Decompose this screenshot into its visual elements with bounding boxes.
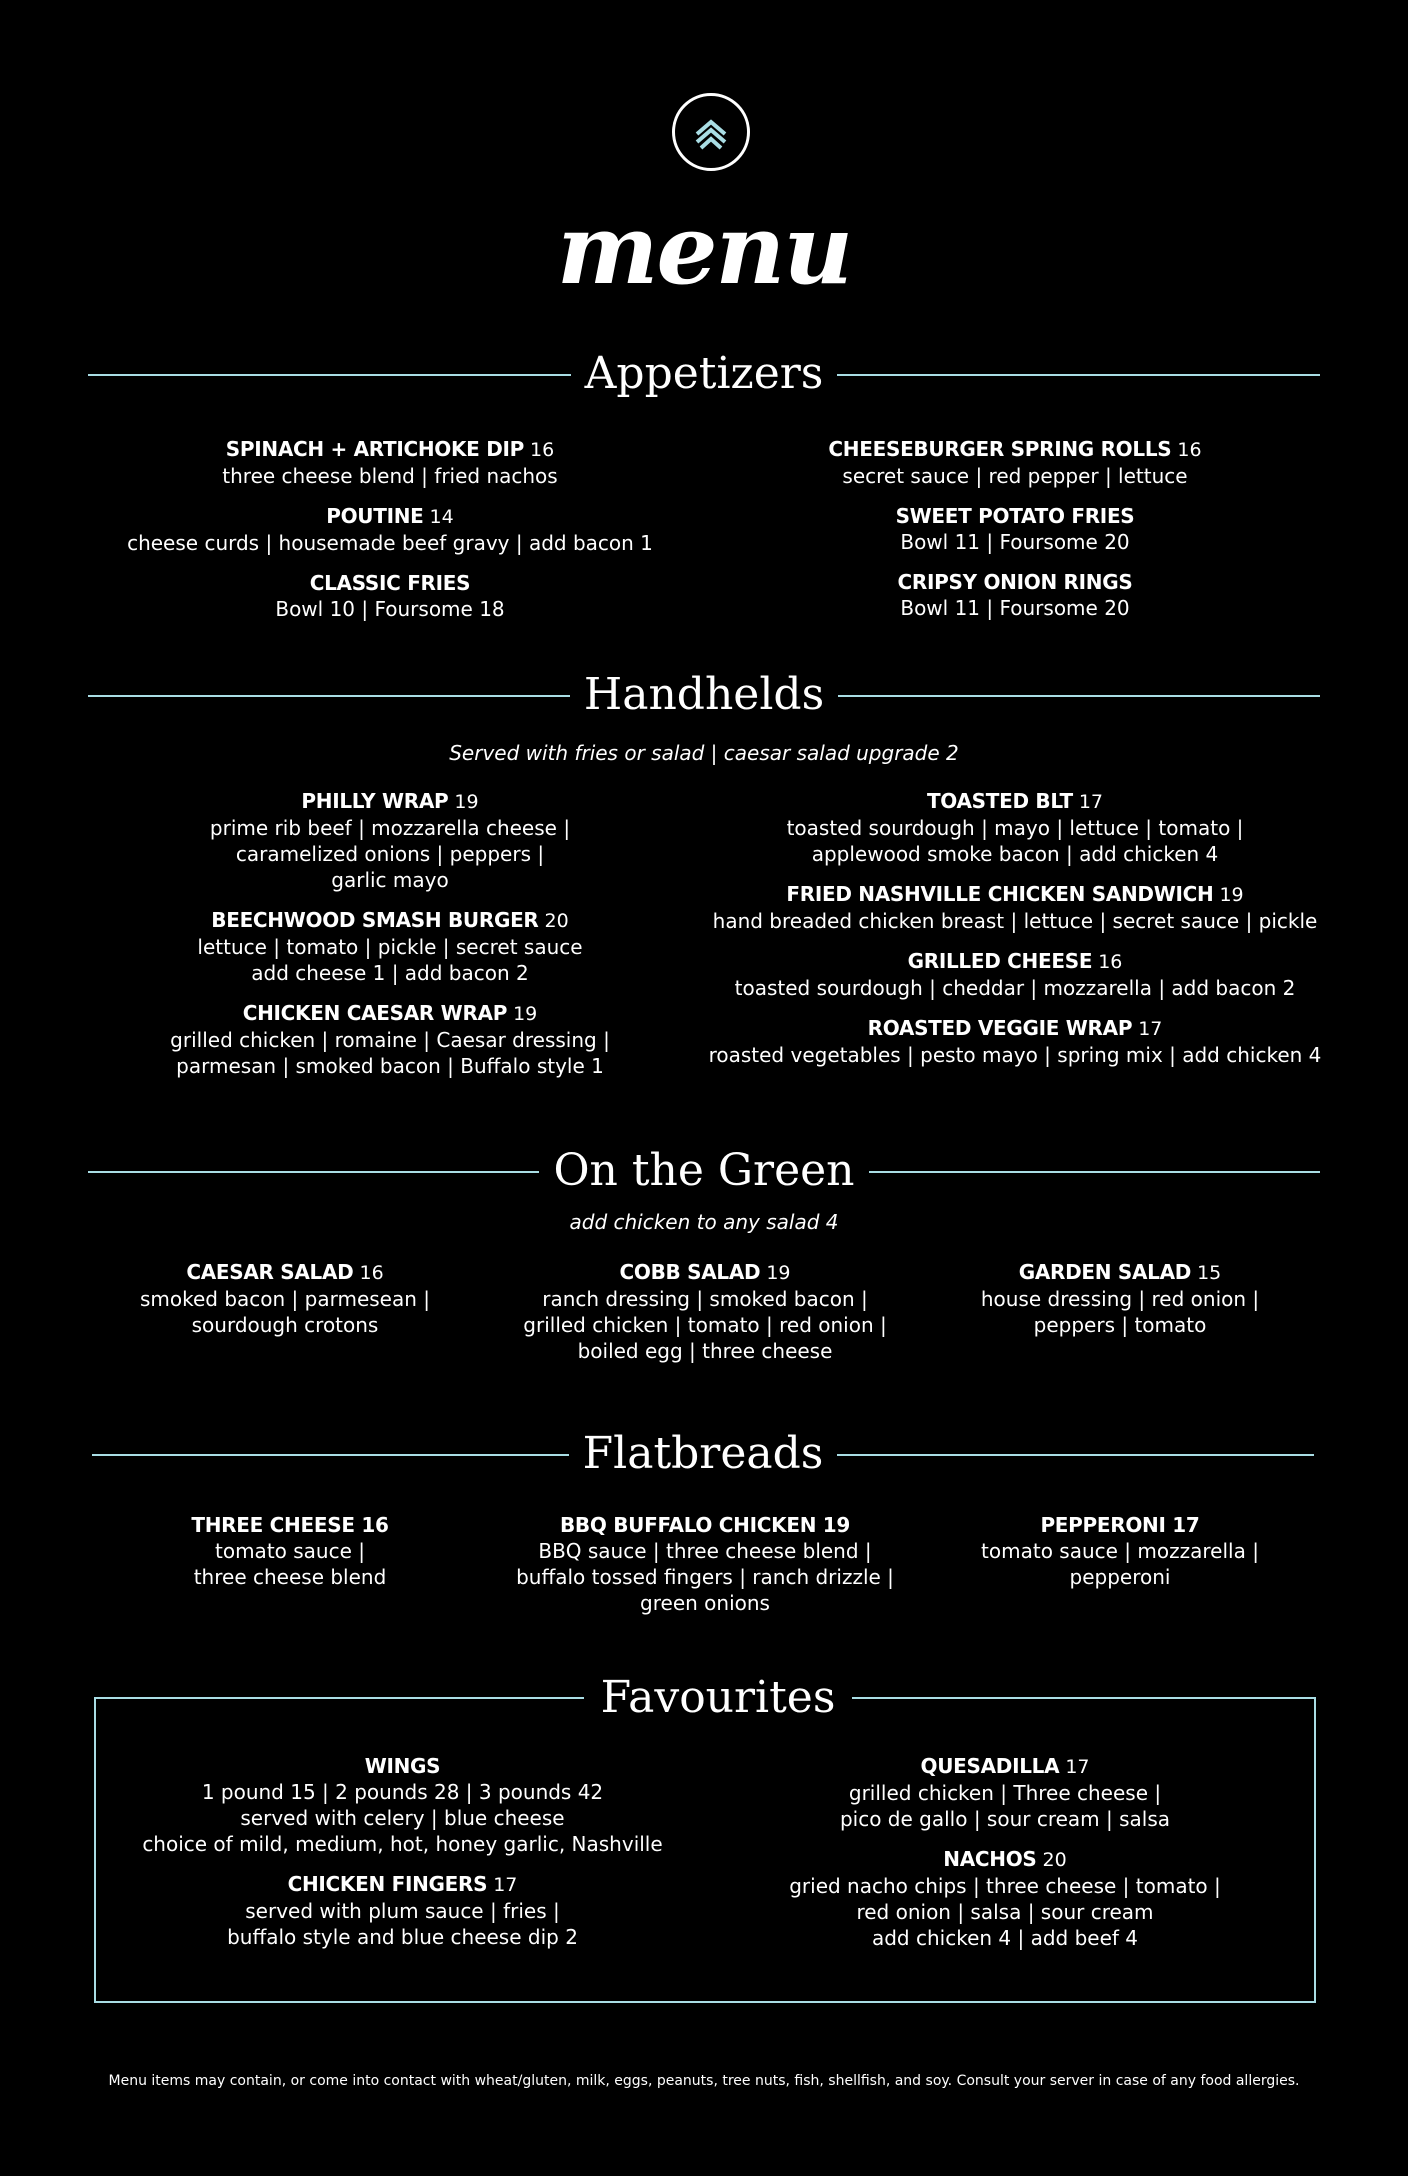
menu-item-name: CLASSIC FRIES <box>309 571 471 595</box>
menu-item-heading <box>120 1000 660 1027</box>
menu-item-name: GRILLED CHEESE <box>907 949 1093 973</box>
appetizers-right-column <box>720 436 1310 635</box>
flatbreads-column-2 <box>505 1512 905 1630</box>
menu-item-description: BBQ sauce | three cheese blend | buffalo tossed fingers | ranch drizzle | green onions <box>516 1539 894 1615</box>
menu-item-price: 19 <box>454 791 479 813</box>
section-title-favourites: Favourites <box>584 1668 852 1728</box>
menu-item-heading <box>130 1871 675 1898</box>
menu-item-name: PHILLY WRAP <box>301 789 449 813</box>
menu-item-price: 17 <box>1078 791 1104 813</box>
menu-item <box>735 1846 1275 1951</box>
menu-item-heading <box>960 1512 1280 1538</box>
menu-item-price: 19 <box>766 1262 791 1284</box>
menu-item <box>100 570 680 622</box>
menu-item <box>700 1015 1330 1068</box>
menu-item-heading <box>720 436 1310 463</box>
green-column-1 <box>110 1259 460 1352</box>
menu-item-description: gried nacho chips | three cheese | tomato | red onion | salsa | sour cream add chicken 4 | add beef 4 <box>789 1874 1221 1950</box>
menu-item <box>110 1259 460 1338</box>
menu-item-name: THREE CHEESE 16 <box>191 1513 389 1537</box>
section-title: On the Green <box>539 1145 868 1196</box>
menu-item-heading <box>130 1512 450 1538</box>
menu-item-description: hand breaded chicken breast | lettuce | secret sauce | pickle <box>712 909 1318 933</box>
menu-item-description: 1 pound 15 | 2 pounds 28 | 3 pounds 42 served with celery | blue cheese choice of mild, medium, hot, honey garlic, Nashville <box>142 1780 663 1856</box>
section-title: Flatbreads <box>569 1428 838 1479</box>
section-header-green <box>88 1141 1320 1201</box>
menu-item <box>700 948 1330 1001</box>
menu-item-price: 19 <box>513 1003 538 1025</box>
menu-item <box>960 1512 1280 1590</box>
menu-item-description: three cheese blend | fried nachos <box>222 464 558 488</box>
menu-item <box>700 788 1330 867</box>
menu-item-heading <box>100 570 680 596</box>
menu-item-price: 14 <box>429 506 454 528</box>
favourites-left-column <box>130 1753 675 1964</box>
menu-item-description: toasted sourdough | cheddar | mozzarella | add bacon 2 <box>734 976 1296 1000</box>
menu-item-heading <box>120 788 660 815</box>
menu-item-heading <box>700 881 1330 908</box>
menu-item <box>735 1753 1275 1832</box>
menu-item-description: secret sauce | red pepper | lettuce <box>842 464 1188 488</box>
menu-item-name: TOASTED BLT <box>926 789 1073 813</box>
menu-item-name: QUESADILLA <box>920 1754 1060 1778</box>
menu-item-price: 20 <box>1042 1849 1067 1871</box>
handhelds-note: Served with fries or salad | caesar salad upgrade 2 <box>449 741 959 765</box>
green-column-2 <box>510 1259 900 1378</box>
menu-item-heading <box>505 1512 905 1538</box>
menu-item-name: PEPPERONI 17 <box>1040 1513 1200 1537</box>
menu-item-price: 19 <box>1219 884 1244 906</box>
menu-item-description: toasted sourdough | mayo | lettuce | tomato | applewood smoke bacon | add chicken 4 <box>786 816 1244 866</box>
allergy-footer: Menu items may contain, or come into contact with wheat/gluten, milk, eggs, peanuts, tree nuts, fish, shellfish, and soy. Consult your server in case of any food allergies. <box>108 2073 1300 2089</box>
menu-item <box>100 503 680 556</box>
menu-item <box>505 1512 905 1616</box>
menu-item-name: ROASTED VEGGIE WRAP <box>867 1016 1133 1040</box>
menu-item <box>720 503 1310 555</box>
menu-item-name: CHICKEN FINGERS <box>287 1872 488 1896</box>
handhelds-right-column <box>700 788 1330 1082</box>
menu-item-heading <box>735 1846 1275 1873</box>
menu-item-name: SWEET POTATO FRIES <box>895 504 1135 528</box>
menu-item-description: Bowl 10 | Foursome 18 <box>275 597 505 621</box>
menu-item-heading <box>700 948 1330 975</box>
flatbreads-column-1 <box>130 1512 450 1604</box>
menu-item-description: smoked bacon | parmesean | sourdough crotons <box>139 1287 431 1337</box>
menu-item-heading <box>130 1753 675 1779</box>
green-column-3 <box>950 1259 1290 1352</box>
menu-item-price: 16 <box>359 1262 384 1284</box>
menu-item-name: CAESAR SALAD <box>186 1260 354 1284</box>
menu-item-price: 16 <box>530 439 555 461</box>
menu-item-description: lettuce | tomato | pickle | secret sauce add cheese 1 | add bacon 2 <box>197 935 583 985</box>
menu-item-name: CHICKEN CAESAR WRAP <box>242 1001 508 1025</box>
menu-item-name: WINGS <box>364 1754 441 1778</box>
menu-item-description: tomato sauce | three cheese blend <box>193 1539 387 1589</box>
section-header-appetizers <box>88 344 1320 404</box>
menu-item-heading <box>720 569 1310 595</box>
menu-item <box>100 436 680 489</box>
menu-item <box>720 569 1310 621</box>
menu-item <box>120 788 660 893</box>
menu-title: menu <box>556 193 852 306</box>
flatbreads-column-3 <box>960 1512 1280 1604</box>
menu-item-price: 17 <box>493 1874 518 1896</box>
menu-item-price: 17 <box>1138 1018 1163 1040</box>
handhelds-left-column <box>120 788 660 1093</box>
menu-item-name: SPINACH + ARTICHOKE DIP <box>225 437 525 461</box>
menu-item <box>130 1753 675 1857</box>
section-header-flatbreads <box>92 1424 1314 1484</box>
menu-item-description: roasted vegetables | pesto mayo | spring mix | add chicken 4 <box>708 1043 1322 1067</box>
menu-item-description: prime rib beef | mozzarella cheese | caramelized onions | peppers | garlic mayo <box>209 816 571 892</box>
menu-item-heading <box>720 503 1310 529</box>
green-note: add chicken to any salad 4 <box>569 1210 839 1234</box>
menu-item-name: CHEESEBURGER SPRING ROLLS <box>828 437 1172 461</box>
menu-item-price: 16 <box>1098 951 1123 973</box>
menu-item-name: POUTINE <box>326 504 424 528</box>
section-header-handhelds <box>88 665 1320 725</box>
menu-item-name: CRIPSY ONION RINGS <box>897 570 1133 594</box>
menu-item <box>120 907 660 986</box>
menu-item-name: COBB SALAD <box>619 1260 761 1284</box>
menu-item-heading <box>700 788 1330 815</box>
favourites-right-column <box>735 1753 1275 1965</box>
menu-item <box>720 436 1310 489</box>
section-title: Appetizers <box>571 348 838 399</box>
menu-item-price: 20 <box>544 910 569 932</box>
menu-item <box>700 881 1330 934</box>
menu-item-heading <box>100 503 680 530</box>
chevron-up-double-icon <box>691 112 731 152</box>
menu-item-price: 15 <box>1197 1262 1222 1284</box>
section-title: Handhelds <box>570 669 838 720</box>
menu-item-heading <box>110 1259 460 1286</box>
menu-item-name: NACHOS <box>943 1847 1037 1871</box>
menu-item-description: ranch dressing | smoked bacon | grilled chicken | tomato | red onion | boiled egg | three cheese <box>523 1287 887 1363</box>
menu-item-name: GARDEN SALAD <box>1018 1260 1192 1284</box>
menu-item-description: Bowl 11 | Foursome 20 <box>900 530 1130 554</box>
logo <box>672 93 750 171</box>
menu-item-heading <box>120 907 660 934</box>
menu-item-heading <box>100 436 680 463</box>
menu-item-description: grilled chicken | Three cheese | pico de gallo | sour cream | salsa <box>839 1781 1171 1831</box>
menu-item-heading <box>700 1015 1330 1042</box>
menu-item <box>510 1259 900 1364</box>
appetizers-left-column <box>100 436 680 636</box>
menu-item-heading <box>735 1753 1275 1780</box>
menu-item-price: 16 <box>1177 439 1202 461</box>
menu-item <box>950 1259 1290 1338</box>
menu-item-description: Bowl 11 | Foursome 20 <box>900 596 1130 620</box>
menu-item <box>120 1000 660 1079</box>
menu-item-name: BEECHWOOD SMASH BURGER <box>211 908 539 932</box>
menu-item-description: grilled chicken | romaine | Caesar dressing | parmesan | smoked bacon | Buffalo style 1 <box>170 1028 610 1078</box>
menu-item <box>130 1512 450 1590</box>
menu-item-name: BBQ BUFFALO CHICKEN 19 <box>559 1513 851 1537</box>
menu-item <box>130 1871 675 1950</box>
menu-item-description: cheese curds | housemade beef gravy | add bacon 1 <box>127 531 653 555</box>
menu-item-description: tomato sauce | mozzarella | pepperoni <box>981 1539 1259 1589</box>
menu-item-heading <box>950 1259 1290 1286</box>
menu-item-heading <box>510 1259 900 1286</box>
menu-item-price: 17 <box>1065 1756 1090 1778</box>
menu-item-name: FRIED NASHVILLE CHICKEN SANDWICH <box>786 882 1214 906</box>
menu-item-description: house dressing | red onion | peppers | tomato <box>980 1287 1260 1337</box>
menu-item-description: served with plum sauce | fries | buffalo style and blue cheese dip 2 <box>227 1899 578 1949</box>
